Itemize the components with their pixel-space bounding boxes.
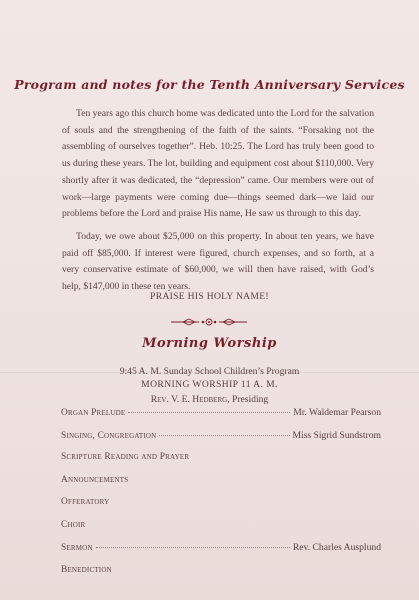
program-item-performer: Mr. Waldemar Pearson [293, 407, 381, 418]
program-item-performer: Rev. Charles Ausplund [292, 542, 381, 553]
leader-dots [159, 435, 289, 436]
program-item-singing [61, 430, 381, 453]
program-item-choir [61, 520, 381, 543]
praise-line: PRAISE HIS HOLY NAME! [150, 291, 269, 302]
leader-dots [128, 412, 290, 413]
leader-dots [96, 547, 290, 548]
order-of-service [61, 407, 381, 587]
program-item-label: Singing, Congregation [61, 430, 157, 441]
program-item-scripture [61, 452, 381, 475]
program-item-performer: Miss Sigrid Sundstrom [292, 429, 381, 441]
program-item-offeratory [61, 497, 381, 520]
sunday-school-line: 9:45 A. M. Sunday School Children’s Program [119, 366, 300, 377]
program-item-announcements [61, 475, 381, 498]
history-paragraph: Ten years ago this church home was dedicated unto the Lord for the salvation of souls and the strengthening of the faith of the saints. “Forsaking not the assembling of ourselves together”. Heb. 10:25. The Lord has truly been good to us during these years. The lot, building and equipment cost about $110,000. Very shortly after it was dedicated, the “depression” came. Our members were out of work—large payments were coming due—things seemed dark—we laid our problems before the Lord and praise His name, He saw us through to this day. [62, 108, 374, 220]
program-item-label: Organ Prelude [61, 408, 126, 418]
presiding-line [0, 394, 419, 405]
program-item-sermon [61, 542, 381, 565]
presiding-name: Rev. V. E. Hedberg [150, 394, 228, 405]
morning-worship-time: MORNING WORSHIP 11 A. M. [141, 379, 278, 390]
program-item-label: Announcements [61, 474, 129, 485]
program-item-label: Choir [61, 519, 86, 530]
program-item-label: Sermon [61, 543, 93, 553]
program-item-label: Offeratory [61, 497, 110, 507]
page-title: Program and notes for the Tenth Anniversary Services [14, 77, 405, 92]
morning-worship-heading: Morning Worship [142, 336, 277, 351]
finance-paragraph: Today, we owe about $25,000 on this property. In about ten years, we have paid off $85,000. If interest were figured, church expenses, and so forth, at a very conservative estimate of $60,000, we will then have raised, with God’s help, $147,000 in these ten years. [62, 231, 374, 293]
ornament-divider [169, 316, 249, 328]
program-item-organ-prelude [61, 407, 381, 430]
program-item-label: Scripture Reading and Prayer [61, 452, 190, 462]
program-item-benediction [61, 565, 381, 588]
presiding-suffix: , Presiding [227, 394, 269, 405]
program-item-label: Benediction [61, 564, 112, 575]
